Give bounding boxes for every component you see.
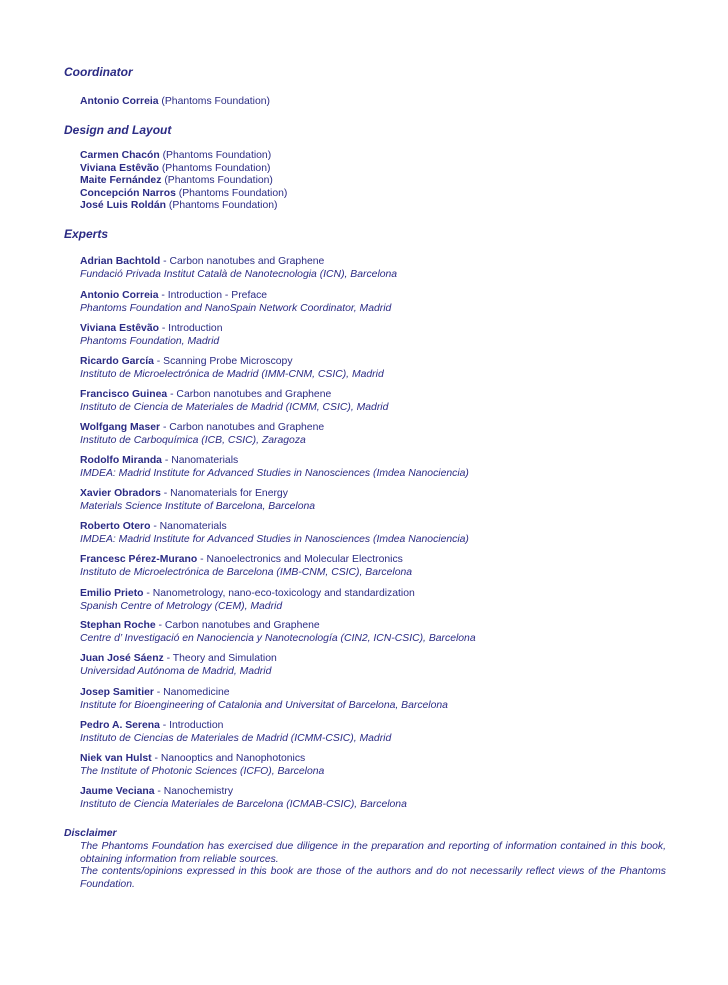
design-heading: Design and Layout: [64, 123, 172, 137]
expert-entry: [80, 290, 688, 315]
expert-affiliation: IMDEA: Madrid Institute for Advanced Studies in Nanosciences (Imdea Nanociencia): [80, 533, 469, 545]
expert-topic: - Carbon nanotubes and Graphene: [160, 256, 325, 267]
disclaimer-text: [80, 841, 666, 891]
expert-topic: - Nanometrology, nano-eco-toxicology and standardization: [143, 588, 415, 599]
person-name: Antonio Correia: [80, 96, 159, 107]
person-org: (Phantoms Foundation): [161, 162, 271, 174]
expert-affiliation: Spanish Centre of Metrology (CEM), Madrid: [80, 600, 283, 612]
expert-topic: - Introduction: [159, 720, 224, 731]
expert-topic: - Carbon nanotubes and Graphene: [160, 422, 325, 433]
expert-affiliation: Phantoms Foundation and NanoSpain Network Coordinator, Madrid: [80, 302, 392, 314]
coordinator-entry: [80, 96, 688, 109]
expert-topic: - Nanooptics and Nanophotonics: [151, 753, 306, 764]
expert-name: Roberto Otero: [80, 521, 151, 532]
expert-topic: - Scanning Probe Microscopy: [153, 356, 293, 367]
expert-name: Antonio Correia: [80, 290, 159, 301]
expert-affiliation: Centre d’ Investigació en Nanociencia y Nanotecnología (CIN2, ICN-CSIC), Barcelona: [80, 632, 476, 644]
expert-entry: [80, 323, 688, 348]
expert-name: Wolfgang Maser: [80, 422, 161, 433]
design-entry: [80, 150, 688, 163]
disclaimer-heading: Disclaimer: [64, 828, 117, 839]
expert-name: Juan José Sáenz: [80, 653, 164, 664]
person-name: Carmen Chacón: [80, 150, 160, 161]
person-name: Maite Fernández: [80, 175, 162, 187]
design-entry: [80, 163, 688, 176]
expert-entry: [80, 422, 688, 447]
expert-name: Emilio Prieto: [80, 588, 144, 599]
expert-affiliation: Institute for Bioengineering of Catalonia and Universitat of Barcelona, Barcelona: [80, 699, 448, 711]
expert-topic: - Nanomaterials for Energy: [160, 488, 288, 499]
expert-topic: - Introduction: [158, 323, 223, 334]
expert-topic: - Carbon nanotubes and Graphene: [155, 620, 320, 631]
design-entry: [80, 175, 688, 188]
expert-entry: [80, 389, 688, 414]
expert-topic: - Introduction - Preface: [158, 290, 268, 301]
disclaimer-paragraph: The contents/opinions expressed in this book are those of the authors and do not necessarily reflect views of the Phantoms Foundation.: [80, 866, 666, 890]
expert-entry: [80, 256, 688, 281]
person-name: Concepción Narros: [80, 187, 176, 199]
expert-affiliation: Universidad Autónoma de Madrid, Madrid: [80, 665, 272, 677]
expert-topic: - Nanoelectronics and Molecular Electronics: [197, 554, 403, 565]
expert-topic: - Carbon nanotubes and Graphene: [167, 389, 332, 400]
person-name: Viviana Estêvão: [80, 162, 159, 174]
expert-topic: - Nanomaterials: [150, 521, 227, 532]
experts-heading: Experts: [64, 227, 109, 241]
design-list: [80, 150, 688, 213]
expert-entry: [80, 786, 688, 811]
expert-name: Francisco Guinea: [80, 389, 168, 400]
expert-affiliation: Instituto de Ciencia de Materiales de Madrid (ICMM, CSIC), Madrid: [80, 401, 389, 413]
expert-entry: [80, 720, 688, 745]
design-entry: [80, 188, 688, 201]
expert-affiliation: Phantoms Foundation, Madrid: [80, 335, 220, 347]
expert-entry: [80, 554, 688, 579]
expert-affiliation: Instituto de Ciencias de Materiales de Madrid (ICMM-CSIC), Madrid: [80, 732, 392, 744]
coordinator-list: [80, 96, 688, 109]
expert-entry: [80, 588, 688, 613]
person-org: (Phantoms Foundation): [164, 175, 273, 187]
person-org: (Phantoms Foundation): [161, 96, 270, 107]
expert-name: Viviana Estêvão: [80, 323, 159, 334]
expert-name: Stephan Roche: [80, 620, 156, 631]
person-org: (Phantoms Foundation): [168, 200, 278, 212]
expert-name: Xavier Obradors: [80, 488, 161, 499]
expert-affiliation: Materials Science Institute of Barcelona, Barcelona: [80, 500, 316, 512]
expert-name: Adrian Bachtold: [80, 256, 161, 267]
person-name: José Luis Roldán: [80, 200, 167, 212]
expert-name: Josep Samitier: [80, 687, 154, 698]
expert-entry: [80, 521, 688, 546]
expert-affiliation: Instituto de Carboquímica (ICB, CSIC), Zaragoza: [80, 434, 306, 446]
expert-affiliation: Instituto de Ciencia Materiales de Barcelona (ICMAB-CSIC), Barcelona: [80, 798, 407, 810]
expert-entry: [80, 687, 688, 712]
expert-affiliation: The Institute of Photonic Sciences (ICFO), Barcelona: [80, 765, 325, 777]
person-org: (Phantoms Foundation): [162, 150, 272, 161]
expert-affiliation: Instituto de Microelectrónica de Barcelona (IMB-CNM, CSIC), Barcelona: [80, 566, 413, 578]
expert-affiliation: IMDEA: Madrid Institute for Advanced Studies in Nanosciences (Imdea Nanociencia): [80, 467, 469, 479]
expert-name: Rodolfo Miranda: [80, 455, 162, 466]
person-org: (Phantoms Foundation): [178, 187, 288, 199]
expert-name: Francesc Pérez-Murano: [80, 554, 198, 565]
expert-entry: [80, 653, 688, 678]
expert-topic: - Nanomaterials: [161, 455, 239, 466]
expert-entry: [80, 455, 688, 480]
coordinator-heading: Coordinator: [64, 65, 133, 79]
expert-entry: [80, 488, 688, 513]
expert-entry: [80, 753, 688, 778]
expert-name: Pedro A. Serena: [80, 720, 160, 731]
expert-topic: - Nanochemistry: [154, 786, 234, 797]
disclaimer-paragraph: The Phantoms Foundation has exercised due diligence in the preparation and reporting of information contained in this book, obtaining information from reliable sources.: [80, 841, 666, 865]
expert-affiliation: Fundació Privada Institut Català de Nanotecnologia (ICN), Barcelona: [80, 268, 398, 280]
expert-name: Ricardo García: [80, 356, 154, 367]
expert-name: Niek van Hulst: [80, 753, 152, 764]
expert-entry: [80, 620, 688, 645]
expert-affiliation: Instituto de Microelectrónica de Madrid (IMM-CNM, CSIC), Madrid: [80, 368, 384, 380]
expert-topic: - Nanomedicine: [153, 687, 230, 698]
expert-entry: [80, 356, 688, 381]
design-entry: [80, 200, 688, 213]
expert-topic: - Theory and Simulation: [163, 653, 277, 664]
expert-name: Jaume Veciana: [80, 786, 155, 797]
